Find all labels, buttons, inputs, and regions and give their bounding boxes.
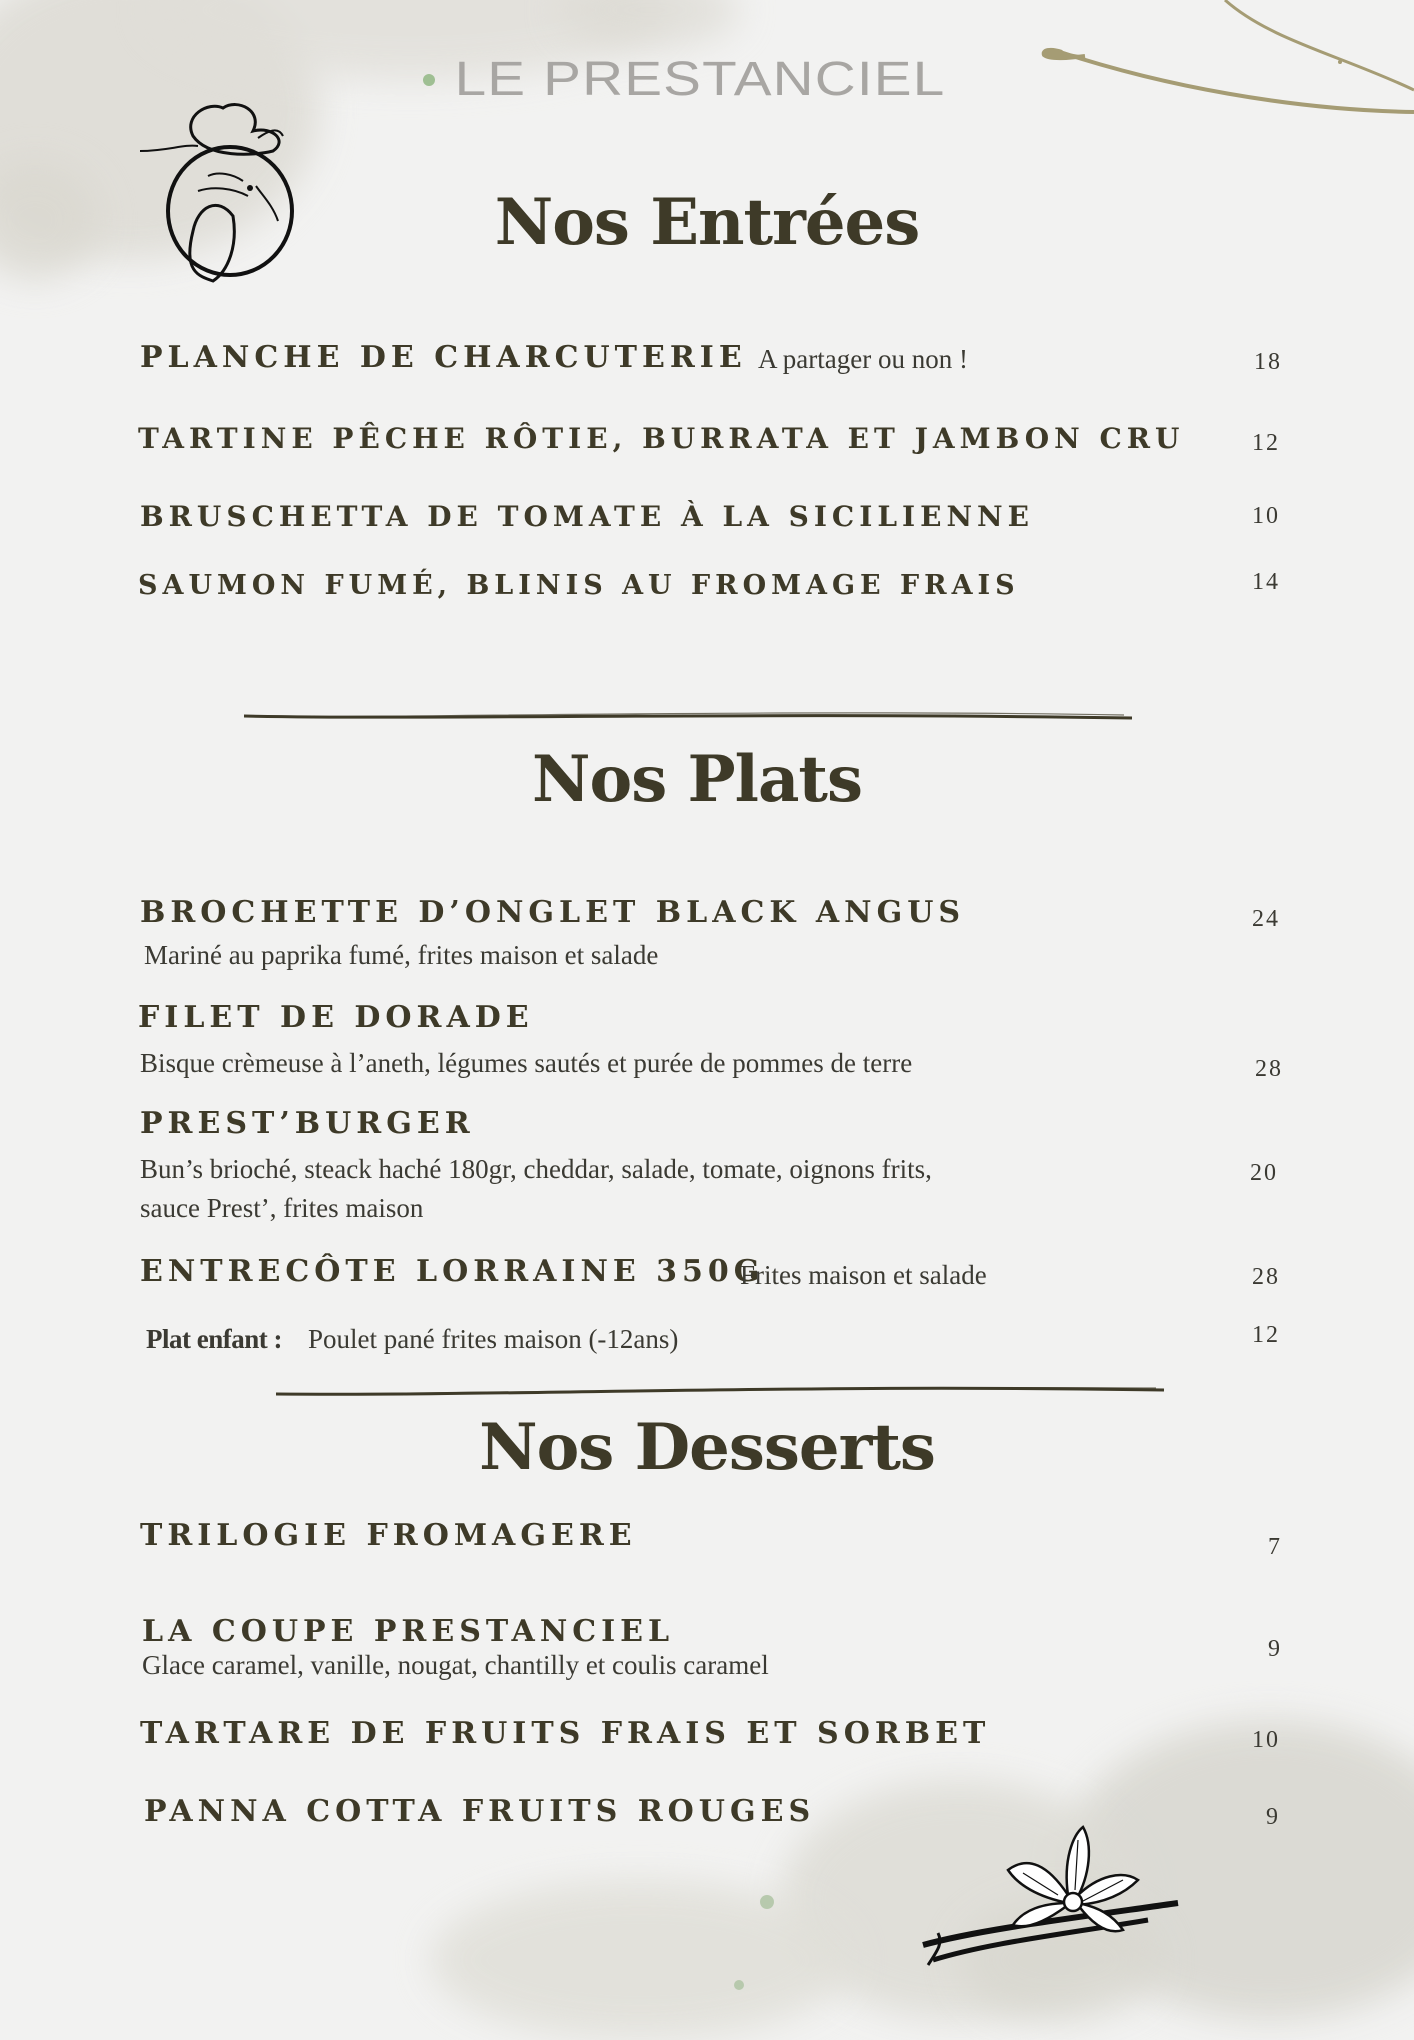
section-title-plats: Nos Plats bbox=[532, 742, 862, 817]
menu-item-price: 14 bbox=[1252, 569, 1280, 595]
kids-meal-label: Plat enfant : bbox=[146, 1324, 282, 1354]
menu-item-description: Frites maison et salade bbox=[740, 1260, 987, 1290]
menu-item-price: 9 bbox=[1268, 1636, 1282, 1662]
menu-item-price: 10 bbox=[1252, 503, 1280, 529]
restaurant-name: LE PRESTANCIEL bbox=[454, 53, 946, 106]
menu-item-name: PREST’BURGER bbox=[140, 1106, 475, 1141]
menu-item-description: Bun’s brioché, steack haché 180gr, cheddar, salade, tomate, oignons frits, bbox=[140, 1154, 932, 1184]
section-title-entrees: Nos Entrées bbox=[494, 185, 920, 260]
menu-item-description: sauce Prest’, frites maison bbox=[140, 1193, 424, 1223]
menu-item-price: 12 bbox=[1252, 430, 1280, 456]
menu-item-price: 24 bbox=[1252, 906, 1280, 932]
vanilla-flower-illustration-icon bbox=[918, 1825, 1188, 1975]
brush-divider bbox=[244, 706, 1134, 722]
menu-item-name: TARTINE PÊCHE RÔTIE, BURRATA ET JAMBON CRU bbox=[138, 422, 1185, 455]
menu-item-name: ENTRECÔTE LORRAINE 350G bbox=[140, 1254, 765, 1289]
menu-item-price: 9 bbox=[1266, 1804, 1280, 1830]
menu-item-name: TRILOGIE FROMAGERE bbox=[140, 1518, 637, 1553]
menu-item-note: A partager ou non ! bbox=[758, 344, 968, 374]
watercolor-stain bbox=[430, 1880, 850, 2040]
menu-item-description: Mariné au paprika fumé, frites maison et salade bbox=[144, 940, 659, 970]
menu-item-name: PLANCHE DE CHARCUTERIE bbox=[140, 340, 747, 375]
menu-item-price: 28 bbox=[1255, 1056, 1283, 1082]
brush-divider bbox=[276, 1382, 1166, 1398]
kids-meal-description: Poulet pané frites maison (-12ans) bbox=[308, 1324, 679, 1354]
menu-item-name: LA COUPE PRESTANCIEL bbox=[142, 1614, 675, 1649]
menu-item-price: 7 bbox=[1268, 1534, 1282, 1560]
menu-item-name: TARTARE DE FRUITS FRAIS ET SORBET bbox=[140, 1716, 991, 1751]
menu-item-description: Bisque crèmeuse à l’aneth, légumes sautés et purée de pommes de terre bbox=[140, 1048, 913, 1078]
menu-item-price: 18 bbox=[1254, 349, 1282, 375]
menu-item-name: PANNA COTTA FRUITS ROUGES bbox=[144, 1794, 816, 1829]
menu-item-price: 10 bbox=[1252, 1727, 1280, 1753]
menu-item-name: BROCHETTE D’ONGLET BLACK ANGUS bbox=[140, 895, 966, 930]
green-dot bbox=[734, 1980, 744, 1990]
menu-item-description: Glace caramel, vanille, nougat, chantilly et coulis caramel bbox=[142, 1650, 769, 1680]
menu-item-price: 28 bbox=[1252, 1264, 1280, 1290]
menu-item-name: SAUMON FUMÉ, BLINIS AU FROMAGE FRAIS bbox=[138, 570, 1020, 601]
swirl-decoration-icon bbox=[1040, 0, 1414, 130]
green-dot bbox=[760, 1895, 774, 1909]
section-title-desserts: Nos Desserts bbox=[479, 1410, 935, 1485]
menu-item-name: BRUSCHETTA DE TOMATE À LA SICILIENNE bbox=[140, 500, 1034, 533]
menu-item-price: 20 bbox=[1250, 1160, 1278, 1186]
menu-item-name: FILET DE DORADE bbox=[138, 1000, 534, 1035]
menu-item-price: 12 bbox=[1252, 1322, 1280, 1348]
